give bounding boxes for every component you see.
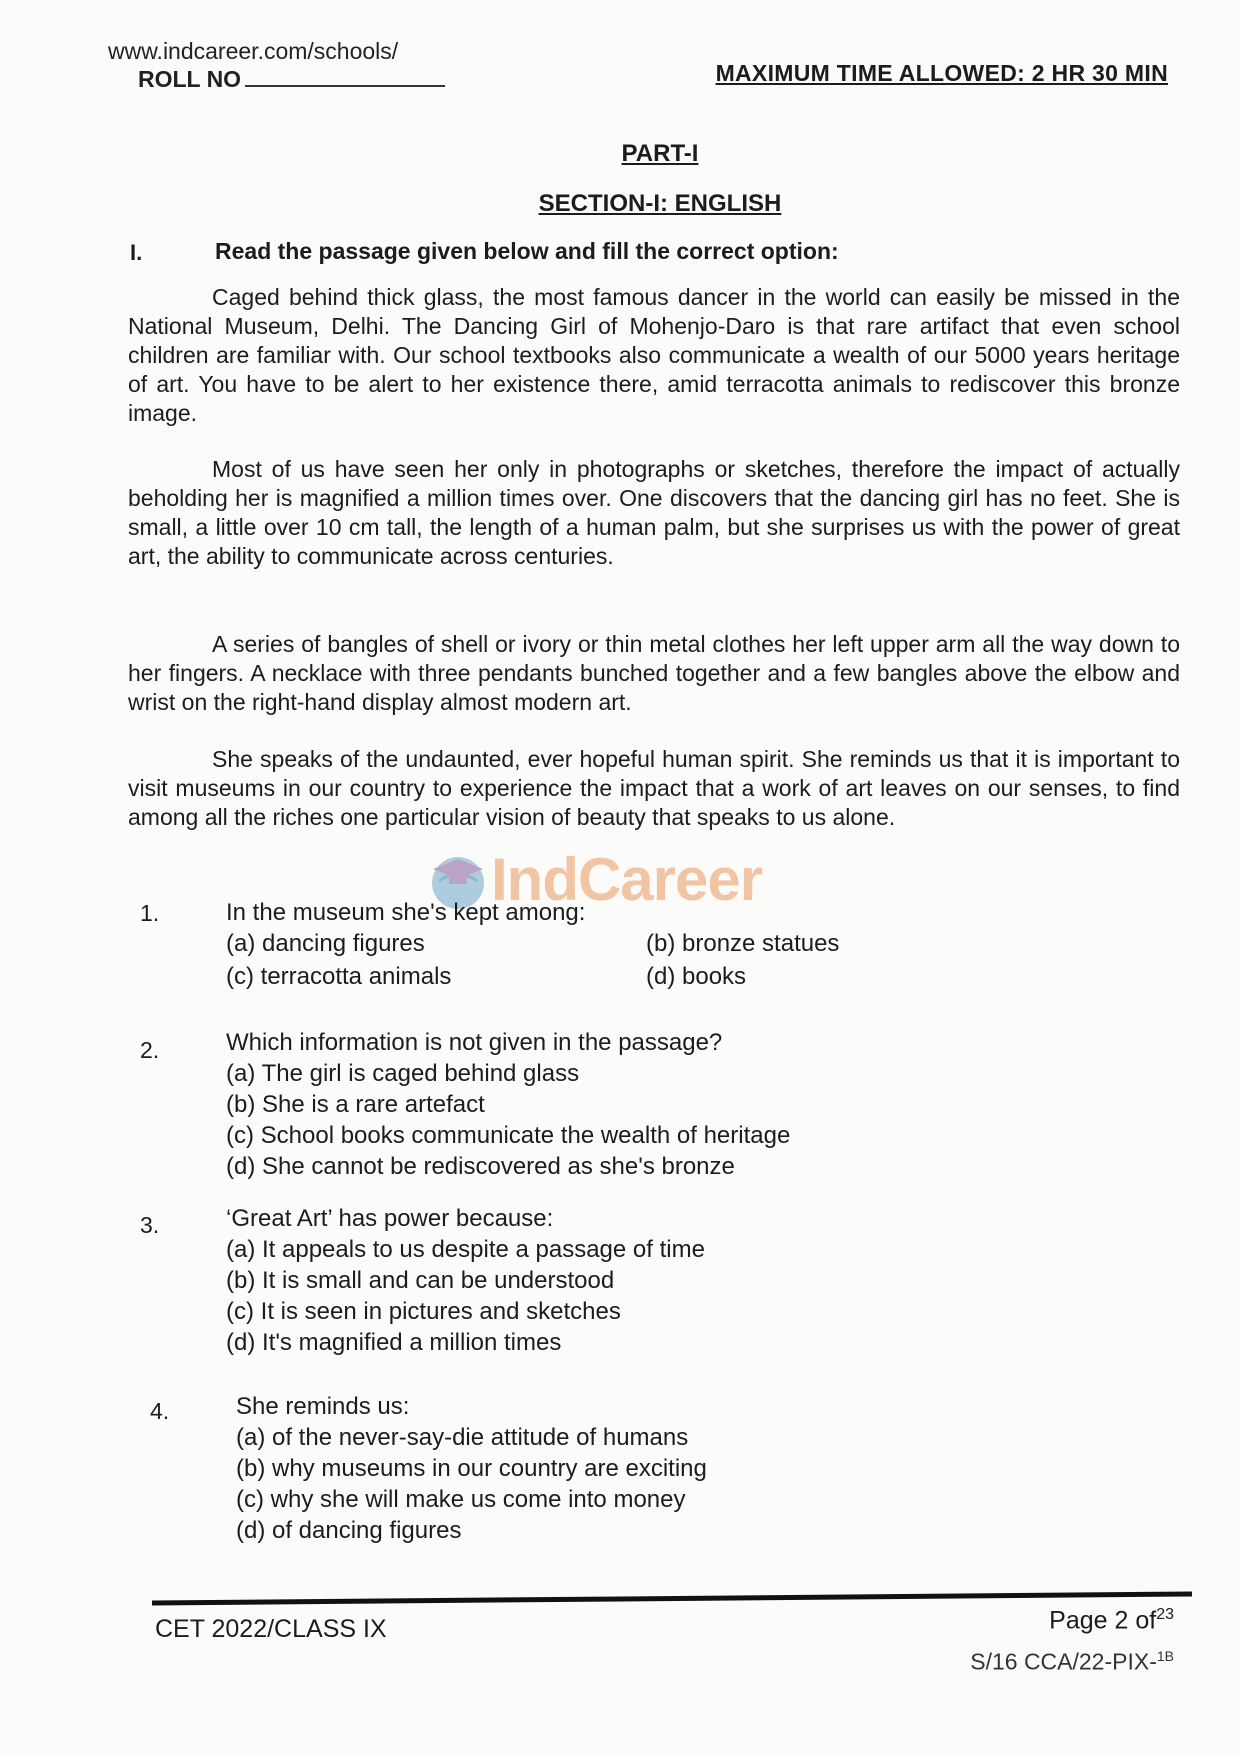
option: (c) why she will make us come into money (236, 1486, 686, 1513)
main-question-instruction: Read the passage given below and fill the correct option: (215, 238, 839, 264)
paper-code (970, 1648, 1174, 1676)
option: (d) She cannot be rediscovered as she's bronze (226, 1153, 735, 1180)
page-total: 23 (1156, 1606, 1174, 1623)
option: (a) dancing figures (226, 930, 425, 957)
section-title: SECTION-I: ENGLISH (538, 190, 782, 217)
roll-no-blank (245, 67, 445, 87)
exam-label: CET 2022/CLASS IX (155, 1615, 387, 1643)
option: (d) books (646, 963, 747, 990)
question-number: 4. (150, 1398, 170, 1424)
option: (b) She is a rare artefact (226, 1091, 485, 1118)
option: (b) why museums in our country are exciting (236, 1455, 707, 1482)
page-label: Page 2 of (1049, 1606, 1157, 1635)
question-text: ‘Great Art’ has power because: (226, 1205, 554, 1232)
max-time-allowed: MAXIMUM TIME ALLOWED: 2 HR 30 MIN (715, 60, 1168, 86)
question-text: Which information is not given in the passage? (226, 1029, 723, 1056)
option: (a) It appeals to us despite a passage of time (226, 1236, 705, 1263)
part-title: PART-I (621, 140, 699, 167)
option: (a) of the never-say-die attitude of humans (236, 1424, 689, 1451)
passage-paragraph: Most of us have seen her only in photographs or sketches, therefore the impact of actually beholding her is magnified a million times over. One discovers that the dancing girl has no feet. She is small, a little over 10 cm tall, the length of a human palm, but she surprises us with the power of great art, the ability to communicate across centuries. (128, 456, 1180, 569)
paper-code-suffix: 1B (1156, 1648, 1174, 1664)
option: (a) The girl is caged behind glass (226, 1060, 580, 1087)
question-number: 1. (140, 900, 160, 926)
watermark-brand: IndCareer (491, 846, 763, 913)
option: (b) bronze statues (646, 930, 840, 957)
source-url: www.indcareer.com/schools/ (108, 38, 399, 64)
passage-paragraph: Caged behind thick glass, the most famous dancer in the world can easily be missed in the National Museum, Delhi. The Dancing Girl of Mohenjo-Daro is that rare artifact that even school children are familiar with. Our school textbooks also communicate a wealth of our 5000 years heritage of art. You have to be alert to her existence there, amid terracotta animals to rediscover this bronze image. (128, 284, 1180, 426)
roll-no-label: ROLL NO (138, 66, 242, 92)
question-block (236, 1391, 707, 1546)
roll-no-field (138, 66, 445, 93)
question-number: 2. (140, 1037, 160, 1063)
option: (c) terracotta animals (226, 963, 452, 990)
question-text: In the museum she's kept among: (226, 899, 586, 926)
option: (d) It's magnified a million times (226, 1329, 562, 1356)
passage-paragraph: She speaks of the undaunted, ever hopeful human spirit. She reminds us that it is important to visit museums in our country to experience the impact that a work of art leaves on our senses, to find among all the riches one particular vision of beauty that speaks to us alone. (128, 746, 1180, 830)
option: (c) School books communicate the wealth of heritage (226, 1122, 791, 1149)
question-text: She reminds us: (236, 1393, 410, 1420)
question-block (226, 897, 906, 992)
footer-divider (152, 1591, 1192, 1605)
passage-paragraph: A series of bangles of shell or ivory or thin metal clothes her left upper arm all the way down to her fingers. A necklace with three pendants bunched together and a few bangles above the elbow and wrist on the right-hand display almost modern art. (128, 631, 1180, 715)
question-block (226, 1203, 705, 1358)
paper-code-main: S/16 CCA/22-PIX- (970, 1648, 1157, 1675)
page-indicator (1049, 1606, 1174, 1635)
question-number: 3. (140, 1212, 160, 1238)
option: (b) It is small and can be understood (226, 1267, 615, 1294)
option: (d) of dancing figures (236, 1517, 462, 1544)
question-block (226, 1027, 790, 1182)
option: (c) It is seen in pictures and sketches (226, 1298, 621, 1325)
main-question-number: I. (130, 240, 143, 265)
options-grid (226, 928, 906, 992)
